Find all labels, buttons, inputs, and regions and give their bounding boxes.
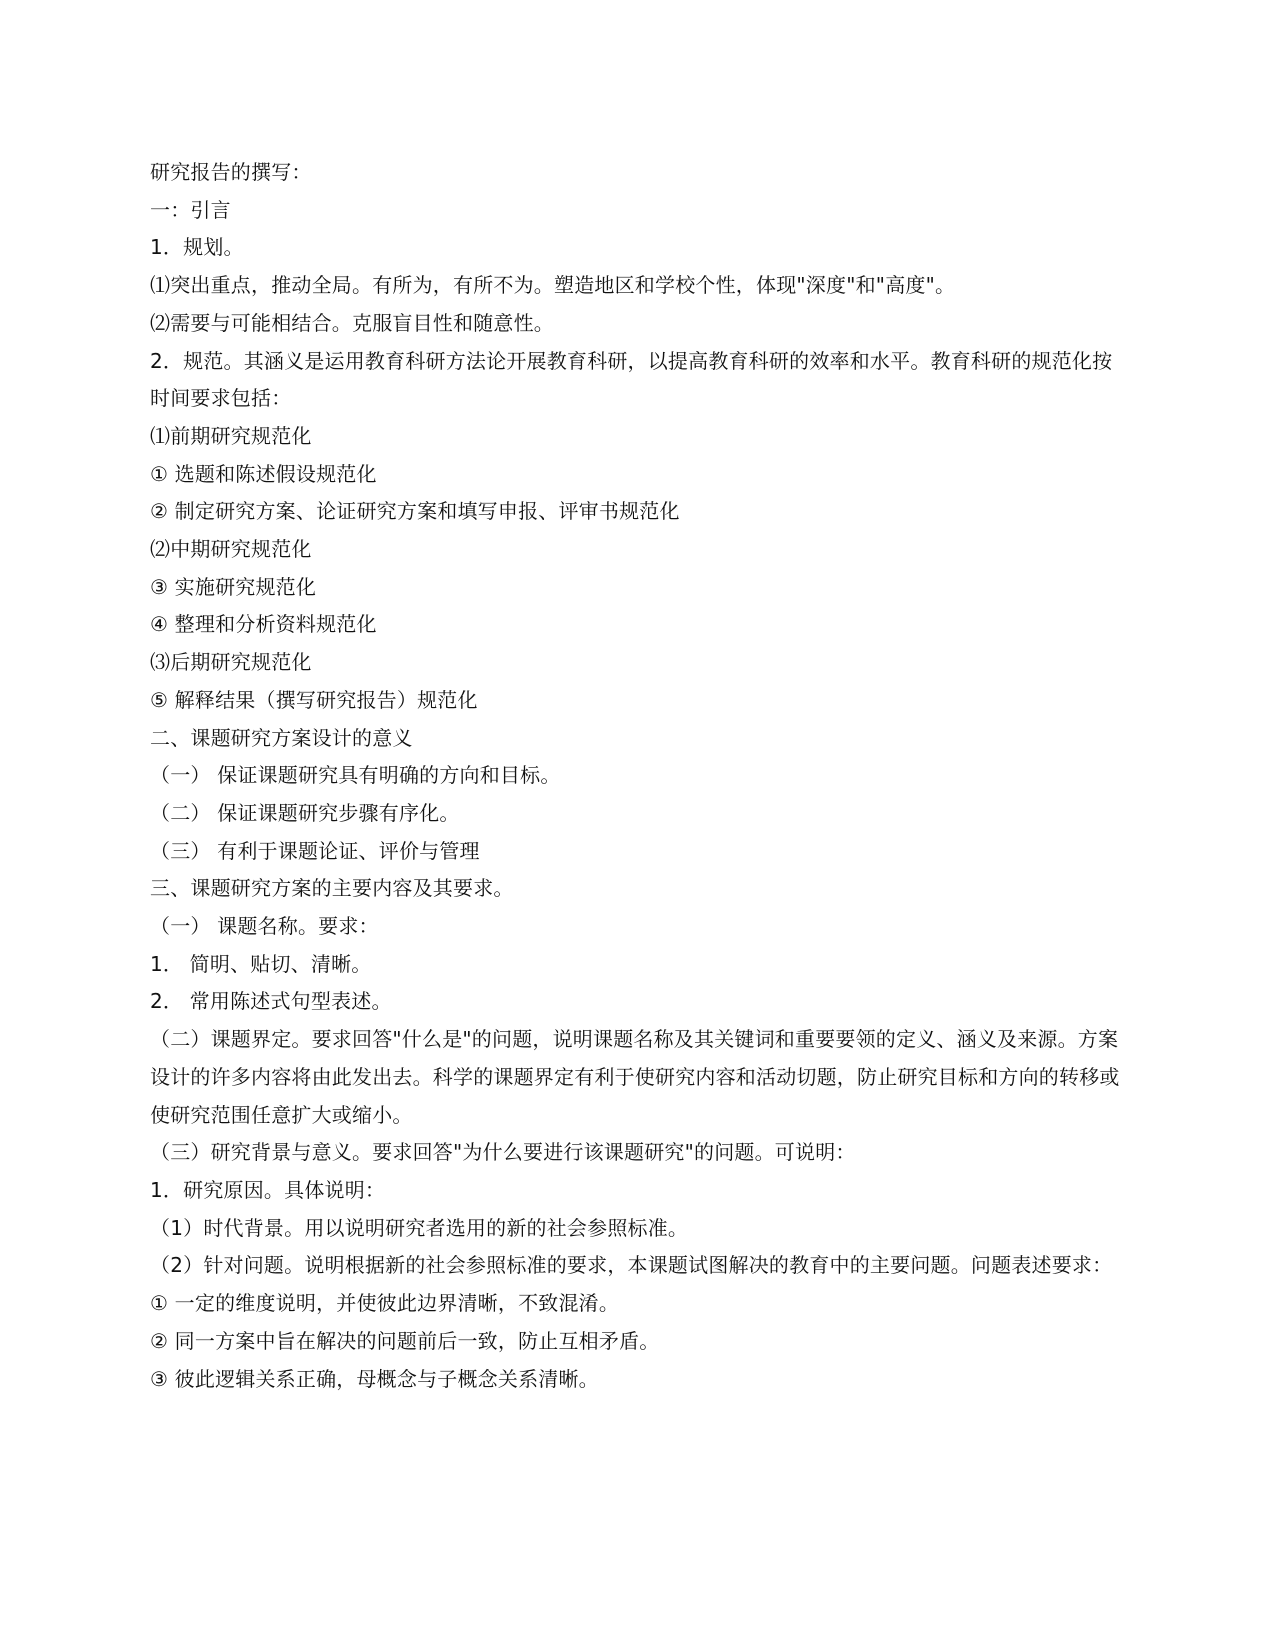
- section-heading-introduction: 一：引言: [150, 197, 231, 222]
- item-planning: 1．规划。: [150, 235, 244, 260]
- subsection-background: （三）研究背景与意义。要求回答"为什么要进行该课题研究"的问题。可说明：: [150, 1140, 856, 1165]
- section-heading-significance: 二、课题研究方案设计的意义: [150, 725, 413, 750]
- significance-item-1: （一） 保证课题研究具有明确的方向和目标。: [150, 763, 561, 788]
- problem-requirement-3: ③ 彼此逻辑关系正确，母概念与子概念关系清晰。: [150, 1366, 599, 1391]
- topic-name-requirement-1: 1． 简明、贴切、清晰。: [150, 951, 372, 976]
- problem-requirement-1: ① 一定的维度说明，并使彼此边界清晰，不致混淆。: [150, 1291, 620, 1316]
- late-stage-item-5: ⑤ 解释结果（撰写研究报告）规范化: [150, 687, 478, 712]
- subsection-topic-name: （一） 课题名称。要求：: [150, 914, 379, 939]
- document-title: 研究报告的撰写：: [150, 160, 312, 184]
- problem-requirement-2: ② 同一方案中旨在解决的问题前后一致，防止互相矛盾。: [150, 1328, 660, 1353]
- early-stage-heading: ⑴前期研究规范化: [150, 423, 312, 448]
- document-body: [150, 154, 1122, 1398]
- section-heading-main-content: 三、课题研究方案的主要内容及其要求。: [150, 876, 514, 901]
- planning-point-2: ⑵需要与可能相结合。克服盲目性和随意性。: [150, 310, 554, 335]
- middle-stage-item-4: ④ 整理和分析资料规范化: [150, 612, 377, 637]
- subsection-topic-definition: （二）课题界定。要求回答"什么是"的问题，说明课题名称及其关键词和重要要领的定义、涵义及来源。方案设计的许多内容将由此发出去。科学的课题界定有利于使研究内容和活动切题，防止研究目标和方向的转移或使研究范围任意扩大或缩小。: [150, 1027, 1120, 1127]
- topic-name-requirement-2: 2． 常用陈述式句型表述。: [150, 989, 392, 1014]
- early-stage-item-2: ② 制定研究方案、论证研究方案和填写申报、评审书规范化: [150, 499, 680, 524]
- early-stage-item-1: ① 选题和陈述假设规范化: [150, 461, 377, 486]
- late-stage-heading: ⑶后期研究规范化: [150, 650, 312, 675]
- significance-item-2: （二） 保证课题研究步骤有序化。: [150, 800, 460, 825]
- background-era: （1）时代背景。用以说明研究者选用的新的社会参照标准。: [150, 1215, 689, 1240]
- item-standardization: 2．规范。其涵义是运用教育科研方法论开展教育科研，以提高教育科研的效率和水平。教育科研的规范化按时间要求包括：: [150, 348, 1113, 411]
- middle-stage-heading: ⑵中期研究规范化: [150, 537, 312, 562]
- significance-item-3: （三） 有利于课题论证、评价与管理: [150, 838, 480, 863]
- planning-point-1: ⑴突出重点，推动全局。有所为，有所不为。塑造地区和学校个性，体现"深度"和"高度"。: [150, 273, 956, 298]
- background-item-reasons: 1．研究原因。具体说明：: [150, 1177, 386, 1202]
- background-target-problem: （2）针对问题。说明根据新的社会参照标准的要求，本课题试图解决的教育中的主要问题。问题表述要求：: [150, 1253, 1113, 1278]
- middle-stage-item-3: ③ 实施研究规范化: [150, 574, 317, 599]
